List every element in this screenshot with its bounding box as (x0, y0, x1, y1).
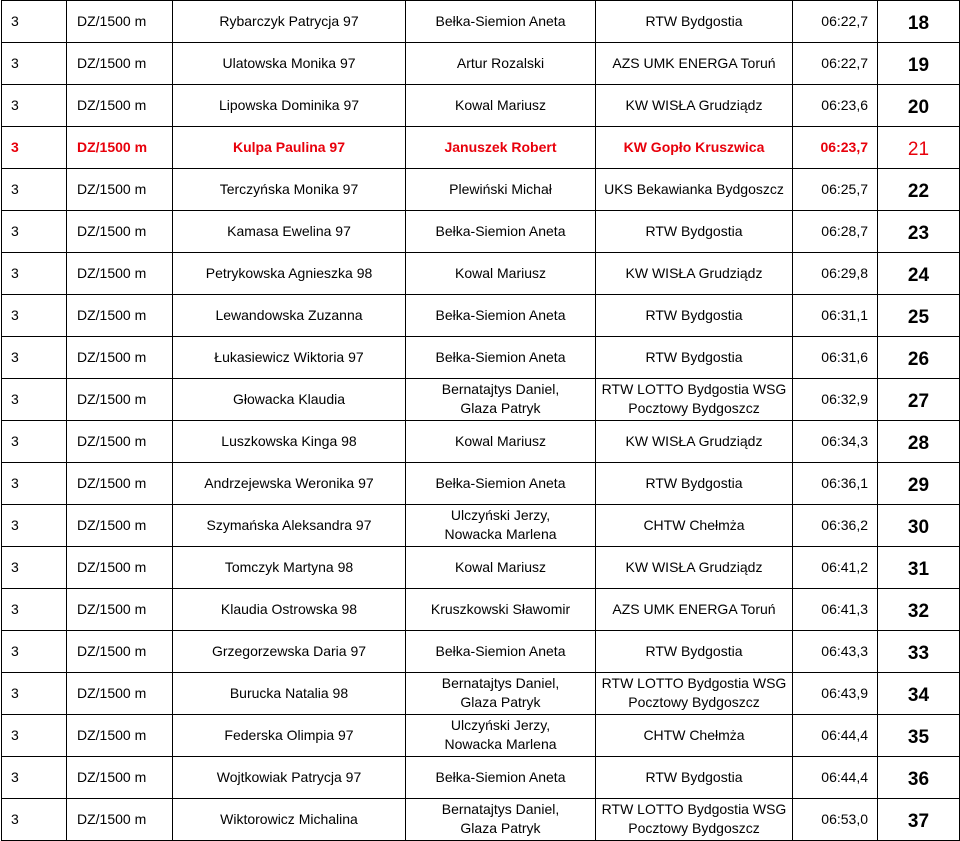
coach-line: Januszek Robert (444, 139, 557, 155)
coach-line: Kowal Mariusz (454, 97, 547, 113)
athlete-name-cell: Terczyńska Monika 97 (173, 169, 406, 211)
table-row (2, 673, 960, 715)
coach-line: Bełka-Siemion Aneta (435, 349, 566, 365)
table-row (2, 85, 960, 127)
athlete-name-cell: Kulpa Paulina 97 (173, 127, 406, 169)
coach-line: Bełka-Siemion Aneta (435, 13, 566, 29)
table-row (2, 421, 960, 463)
club-line: Pocztowy Bydgoszcz (628, 694, 760, 710)
category-cell: 3 (2, 85, 67, 127)
club-cell (596, 169, 793, 211)
distance-cell: DZ/1500 m (67, 127, 173, 169)
time-cell: 06:28,7 (793, 211, 878, 253)
coach-cell (406, 421, 596, 463)
club-cell (596, 337, 793, 379)
category-cell: 3 (2, 631, 67, 673)
time-cell: 06:31,6 (793, 337, 878, 379)
coach-cell (406, 547, 596, 589)
place-cell: 28 (878, 421, 960, 463)
club-line: KW Gopło Kruszwica (623, 139, 765, 155)
coach-line: Artur Rozalski (456, 55, 545, 71)
place-cell: 32 (878, 589, 960, 631)
category-cell: 3 (2, 673, 67, 715)
distance-cell: DZ/1500 m (67, 715, 173, 757)
category-cell: 3 (2, 799, 67, 841)
coach-line: Bełka-Siemion Aneta (435, 307, 566, 323)
club-cell (596, 127, 793, 169)
place-cell: 18 (878, 1, 960, 43)
table-row (2, 253, 960, 295)
table-row (2, 379, 960, 421)
club-cell (596, 757, 793, 799)
table-row (2, 589, 960, 631)
time-cell: 06:25,7 (793, 169, 878, 211)
category-cell: 3 (2, 211, 67, 253)
club-cell (596, 43, 793, 85)
coach-cell (406, 43, 596, 85)
athlete-name-cell: Ulatowska Monika 97 (173, 43, 406, 85)
distance-cell: DZ/1500 m (67, 253, 173, 295)
distance-cell: DZ/1500 m (67, 337, 173, 379)
distance-cell: DZ/1500 m (67, 43, 173, 85)
coach-line: Glaza Patryk (460, 400, 541, 416)
athlete-name-cell: Tomczyk Martyna 98 (173, 547, 406, 589)
athlete-name-cell: Lipowska Dominika 97 (173, 85, 406, 127)
club-cell (596, 379, 793, 421)
category-cell: 3 (2, 421, 67, 463)
athlete-name-cell: Grzegorzewska Daria 97 (173, 631, 406, 673)
distance-cell: DZ/1500 m (67, 85, 173, 127)
place-cell: 30 (878, 505, 960, 547)
place-cell: 21 (878, 127, 960, 169)
place-cell: 25 (878, 295, 960, 337)
distance-cell: DZ/1500 m (67, 673, 173, 715)
club-line: CHTW Chełmża (643, 517, 745, 533)
coach-line: Glaza Patryk (460, 694, 541, 710)
club-line: Pocztowy Bydgoszcz (628, 820, 760, 836)
time-cell: 06:53,0 (793, 799, 878, 841)
time-cell: 06:32,9 (793, 379, 878, 421)
place-cell: 37 (878, 799, 960, 841)
distance-cell: DZ/1500 m (67, 379, 173, 421)
athlete-name-cell: Łukasiewicz Wiktoria 97 (173, 337, 406, 379)
coach-line: Bernatajtys Daniel, (441, 675, 560, 691)
coach-line: Glaza Patryk (460, 820, 541, 836)
coach-cell (406, 127, 596, 169)
coach-cell (406, 379, 596, 421)
club-line: RTW Bydgostia (645, 475, 743, 491)
club-line: RTW Bydgostia (645, 643, 743, 659)
club-line: RTW Bydgostia (645, 349, 743, 365)
coach-line: Nowacka Marlena (444, 736, 557, 752)
table-row (2, 463, 960, 505)
time-cell: 06:36,2 (793, 505, 878, 547)
coach-cell (406, 673, 596, 715)
time-cell: 06:29,8 (793, 253, 878, 295)
club-line: KW WISŁA Grudziądz (625, 559, 763, 575)
distance-cell: DZ/1500 m (67, 211, 173, 253)
coach-cell (406, 85, 596, 127)
place-cell: 34 (878, 673, 960, 715)
club-line: UKS Bekawianka Bydgoszcz (604, 181, 784, 197)
club-cell (596, 799, 793, 841)
table-row (2, 715, 960, 757)
category-cell: 3 (2, 463, 67, 505)
athlete-name-cell: Wiktorowicz Michalina (173, 799, 406, 841)
time-cell: 06:36,1 (793, 463, 878, 505)
coach-line: Bernatajtys Daniel, (441, 381, 560, 397)
table-row (2, 757, 960, 799)
table-row (2, 43, 960, 85)
athlete-name-cell: Klaudia Ostrowska 98 (173, 589, 406, 631)
athlete-name-cell: Burucka Natalia 98 (173, 673, 406, 715)
category-cell: 3 (2, 1, 67, 43)
coach-line: Ulczyński Jerzy, (450, 717, 551, 733)
athlete-name-cell: Głowacka Klaudia (173, 379, 406, 421)
table-row (2, 799, 960, 841)
coach-cell (406, 295, 596, 337)
time-cell: 06:43,9 (793, 673, 878, 715)
coach-cell (406, 211, 596, 253)
club-line: RTW Bydgostia (645, 307, 743, 323)
coach-cell (406, 715, 596, 757)
club-cell (596, 589, 793, 631)
place-cell: 24 (878, 253, 960, 295)
club-line: RTW LOTTO Bydgostia WSG (601, 381, 787, 397)
coach-cell (406, 631, 596, 673)
club-cell (596, 421, 793, 463)
distance-cell: DZ/1500 m (67, 1, 173, 43)
athlete-name-cell: Federska Olimpia 97 (173, 715, 406, 757)
place-cell: 33 (878, 631, 960, 673)
results-table (1, 0, 960, 841)
club-cell (596, 715, 793, 757)
club-cell (596, 85, 793, 127)
place-cell: 29 (878, 463, 960, 505)
club-line: RTW Bydgostia (645, 223, 743, 239)
club-cell (596, 547, 793, 589)
coach-cell (406, 589, 596, 631)
place-cell: 19 (878, 43, 960, 85)
category-cell: 3 (2, 757, 67, 799)
category-cell: 3 (2, 295, 67, 337)
club-cell (596, 295, 793, 337)
coach-line: Kruszkowski Sławomir (430, 601, 571, 617)
table-row (2, 127, 960, 169)
athlete-name-cell: Petrykowska Agnieszka 98 (173, 253, 406, 295)
club-cell (596, 631, 793, 673)
table-row (2, 337, 960, 379)
club-cell (596, 505, 793, 547)
club-line: RTW LOTTO Bydgostia WSG (601, 675, 787, 691)
athlete-name-cell: Luszkowska Kinga 98 (173, 421, 406, 463)
coach-line: Plewiński Michał (449, 181, 552, 197)
time-cell: 06:44,4 (793, 757, 878, 799)
coach-line: Bełka-Siemion Aneta (435, 223, 566, 239)
coach-line: Bełka-Siemion Aneta (435, 643, 566, 659)
time-cell: 06:31,1 (793, 295, 878, 337)
distance-cell: DZ/1500 m (67, 421, 173, 463)
category-cell: 3 (2, 253, 67, 295)
club-line: AZS UMK ENERGA Toruń (612, 55, 776, 71)
category-cell: 3 (2, 169, 67, 211)
category-cell: 3 (2, 337, 67, 379)
coach-cell (406, 169, 596, 211)
results-body (2, 1, 960, 841)
club-cell (596, 1, 793, 43)
time-cell: 06:34,3 (793, 421, 878, 463)
table-row (2, 547, 960, 589)
coach-line: Kowal Mariusz (454, 559, 547, 575)
category-cell: 3 (2, 379, 67, 421)
club-line: KW WISŁA Grudziądz (625, 265, 763, 281)
club-cell (596, 673, 793, 715)
place-cell: 23 (878, 211, 960, 253)
place-cell: 22 (878, 169, 960, 211)
coach-line: Kowal Mariusz (454, 265, 547, 281)
club-cell (596, 253, 793, 295)
table-row (2, 631, 960, 673)
athlete-name-cell: Szymańska Aleksandra 97 (173, 505, 406, 547)
place-cell: 35 (878, 715, 960, 757)
time-cell: 06:22,7 (793, 1, 878, 43)
club-cell (596, 463, 793, 505)
athlete-name-cell: Wojtkowiak Patrycja 97 (173, 757, 406, 799)
coach-cell (406, 253, 596, 295)
coach-line: Kowal Mariusz (454, 433, 547, 449)
place-cell: 36 (878, 757, 960, 799)
club-line: Pocztowy Bydgoszcz (628, 400, 760, 416)
time-cell: 06:23,7 (793, 127, 878, 169)
coach-cell (406, 757, 596, 799)
coach-cell (406, 1, 596, 43)
club-line: KW WISŁA Grudziądz (625, 97, 763, 113)
category-cell: 3 (2, 505, 67, 547)
distance-cell: DZ/1500 m (67, 631, 173, 673)
club-line: RTW Bydgostia (645, 769, 743, 785)
table-row (2, 169, 960, 211)
coach-line: Nowacka Marlena (444, 526, 557, 542)
club-line: RTW Bydgostia (645, 13, 743, 29)
distance-cell: DZ/1500 m (67, 589, 173, 631)
coach-cell (406, 337, 596, 379)
distance-cell: DZ/1500 m (67, 547, 173, 589)
athlete-name-cell: Rybarczyk Patrycja 97 (173, 1, 406, 43)
club-line: AZS UMK ENERGA Toruń (612, 601, 776, 617)
athlete-name-cell: Lewandowska Zuzanna (173, 295, 406, 337)
coach-cell (406, 505, 596, 547)
category-cell: 3 (2, 43, 67, 85)
time-cell: 06:44,4 (793, 715, 878, 757)
table-row (2, 1, 960, 43)
coach-line: Bełka-Siemion Aneta (435, 769, 566, 785)
coach-line: Ulczyński Jerzy, (450, 507, 551, 523)
distance-cell: DZ/1500 m (67, 757, 173, 799)
table-row (2, 295, 960, 337)
coach-line: Bełka-Siemion Aneta (435, 475, 566, 491)
place-cell: 27 (878, 379, 960, 421)
coach-cell (406, 799, 596, 841)
club-line: RTW LOTTO Bydgostia WSG (601, 801, 787, 817)
place-cell: 20 (878, 85, 960, 127)
category-cell: 3 (2, 127, 67, 169)
time-cell: 06:41,3 (793, 589, 878, 631)
category-cell: 3 (2, 715, 67, 757)
distance-cell: DZ/1500 m (67, 799, 173, 841)
category-cell: 3 (2, 547, 67, 589)
place-cell: 26 (878, 337, 960, 379)
distance-cell: DZ/1500 m (67, 169, 173, 211)
table-row (2, 211, 960, 253)
athlete-name-cell: Kamasa Ewelina 97 (173, 211, 406, 253)
distance-cell: DZ/1500 m (67, 463, 173, 505)
athlete-name-cell: Andrzejewska Weronika 97 (173, 463, 406, 505)
time-cell: 06:23,6 (793, 85, 878, 127)
coach-cell (406, 463, 596, 505)
distance-cell: DZ/1500 m (67, 505, 173, 547)
time-cell: 06:43,3 (793, 631, 878, 673)
club-line: CHTW Chełmża (643, 727, 745, 743)
place-cell: 31 (878, 547, 960, 589)
category-cell: 3 (2, 589, 67, 631)
coach-line: Bernatajtys Daniel, (441, 801, 560, 817)
distance-cell: DZ/1500 m (67, 295, 173, 337)
table-row (2, 505, 960, 547)
time-cell: 06:22,7 (793, 43, 878, 85)
time-cell: 06:41,2 (793, 547, 878, 589)
club-line: KW WISŁA Grudziądz (625, 433, 763, 449)
club-cell (596, 211, 793, 253)
